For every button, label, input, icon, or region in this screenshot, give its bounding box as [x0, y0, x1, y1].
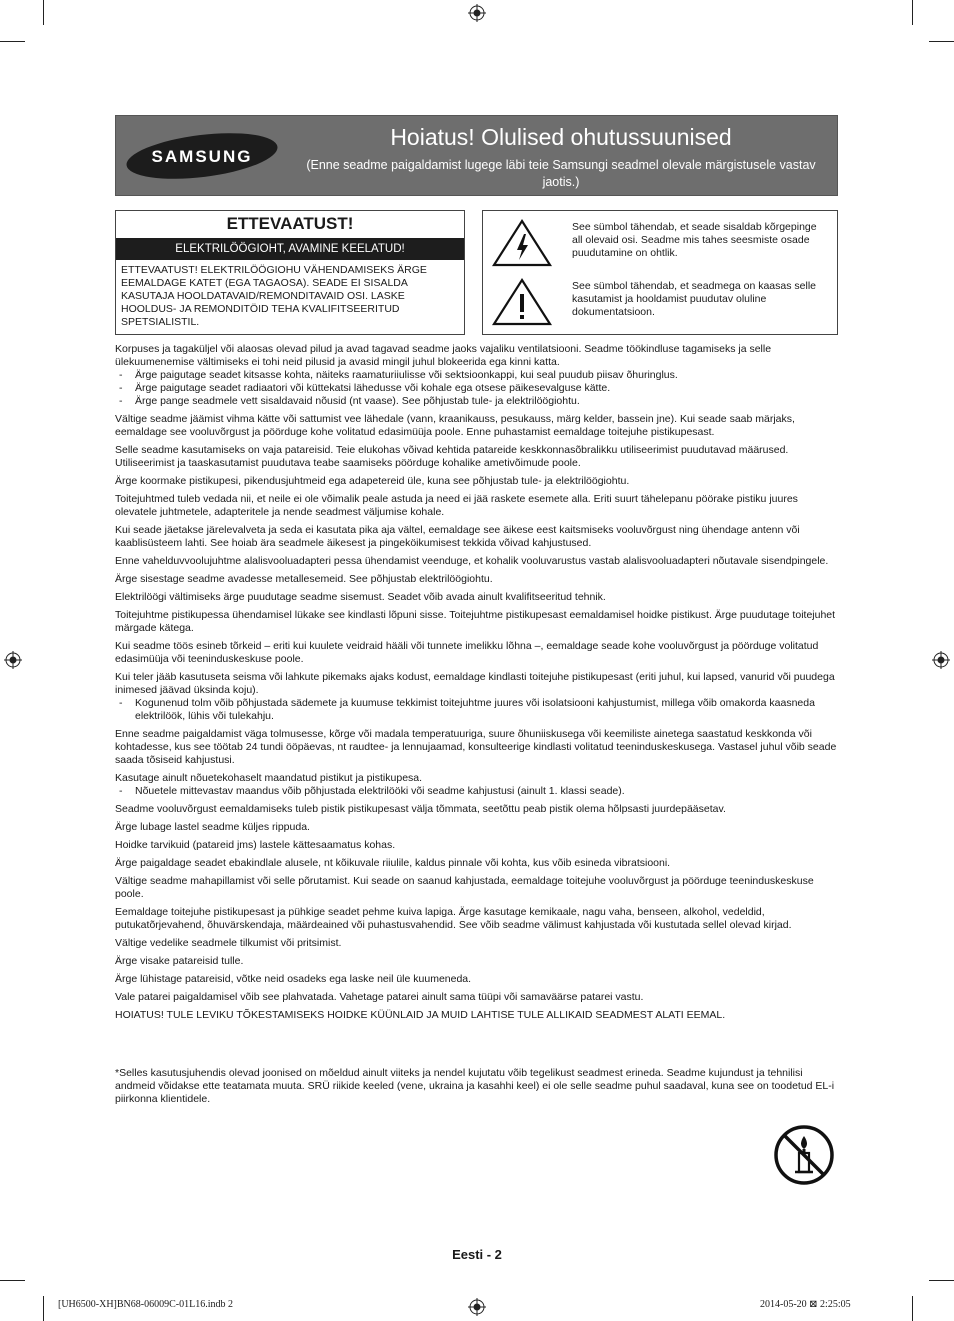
paragraph: Korpuses ja tagaküljel või alaosas olevad pilud ja avad tagavad seadme jaoks vajaliku ventilatsiooni. Seadme töökindluse tagamiseks ja selle ülekuumenemise vältimiseks ei tohi neid pilusid ja avasid mingil juhul blokeerida ega kinni katta. — [115, 343, 772, 368]
paragraph: Vältige vedelike seadmele tilkumist või pritsimist. — [115, 937, 342, 949]
safety-banner — [115, 115, 838, 196]
paragraph: Ärge koormake pistikupesi, pikendusjuhtmeid ega adapetereid üle, kuna see põhjustab tule- ja elektrilöögiohtu. — [115, 475, 630, 487]
registration-mark-icon — [932, 651, 950, 669]
registration-mark-icon — [468, 4, 486, 22]
paragraph: Ärge visake patareisid tulle. — [115, 955, 244, 967]
list-item: - Ärge paigutage seadet kitsasse kohta, näiteks raamaturiiulisse või sektsioonkappi, kui seal puudub piisav õhuringlus. — [115, 369, 839, 382]
attention-symbol-row — [483, 273, 837, 329]
crop-mark — [43, 0, 44, 25]
list-item: - Kogunenud tolm võib põhjustada sädemete ja kuumuse tekkimist toitejuhtme juures või isolatsiooni kahjustumist, millega võib omakorda kaasneda elektrilöök, lühis või tulekahju. — [115, 697, 839, 723]
caution-box — [115, 210, 465, 335]
footnote: *Selles kasutusjuhendis olevad joonised on mõeldud ainult viiteks ja nendel kujutatu võib tegelikust seadmest erineda. Seadme kujundust ja tehnilisi andmeid võidakse ette teatamata muuta. SRÜ riikide keeled (vene, ukraina ja kasahhi keel) ei ole selle seadme puhul saadaval, kuna see on toodetud EL-i piirkonna klientidele. — [115, 1067, 835, 1105]
brand-text: SAMSUNG — [151, 147, 253, 166]
paragraph: Selle seadme kasutamiseks on vaja patareisid. Teie elukohas võivad kehtida patareide keskkonnasõbralikku utiliseerimist puudutavad määrused. Utiliseerimist ja taaskasutamist puudutava teabe saamiseks pöörduge kohalike ametivõimude poole. — [115, 444, 789, 469]
paragraph: Ärge lubage lastel seadme küljes rippuda. — [115, 821, 310, 833]
voltage-symbol-text: See sümbol tähendab, et seade sisaldab kõrgepinge all olevaid osi. Seadme mis tahes seesmiste osade puudutamine on ohtlik. — [572, 221, 817, 259]
crop-mark — [43, 1296, 44, 1321]
paragraph: Eemaldage toitejuhe pistikupesast ja pühkige seadet pehme kuiva lapiga. Ärge kasutage kemikaale, nagu vaha, benseen, alkohol, vedeldid, putukatõrjevahend, õhuvärskendaja, määrdeained või puhastusvahendid. See võib seadme välimust kahjustada või kustutada sellel olevad kirjad. — [115, 906, 792, 931]
paragraph: Kui seade jäetakse järelevalveta ja seda ei kasutata pika aja vältel, eemaldage see äikese eest kaitsmiseks vooluvõrgust ning ühendage antenn või kaablisüsteem lahti. See hoiab ära seadmele äikesest ja pingeköikumisest tekkida võivad kahjustused. — [115, 524, 800, 549]
crop-mark — [929, 1280, 954, 1281]
crop-mark — [0, 1280, 25, 1281]
list-item: - Ärge pange seadmele vett sisaldavaid nõusid (nt vaase). See põhjustab tule- ja elektrilöögiohtu. — [115, 395, 839, 408]
samsung-logo — [124, 132, 280, 180]
paragraph: Ärge lühistage patareisid, võtke neid osadeks ega laske neil üle kuumeneda. — [115, 973, 472, 985]
paragraph: Toitejuhtmed tuleb vedada nii, et neile ei ole võimalik peale astuda ja need ei jää raskete esemete alla. Eriti suurt tähelepanu pöörake pistiku juures olevatele juhtmetele, adapteritele ja nende seadmest väljumise kohale. — [115, 493, 798, 518]
crop-mark — [0, 41, 25, 42]
list-item: - Nõuetele mittevastav maandus võib põhjustada elektrilööki või seadme kahjustusi (ainult 1. klassi seade). — [115, 785, 839, 798]
print-slug-file: [UH6500-XH]BN68-06009C-01L16.indb 2 — [58, 1299, 233, 1310]
paragraph: Hoidke tarvikuid (patareid jms) lastele kättesaamatus kohas. — [115, 839, 396, 851]
paragraph: HOIATUS! TULE LEVIKU TÕKESTAMISEKS HOIDKE KÜÜNLAID JA MUID LAHTISE TULE ALLIKAID SEADMEST ALATI EEMAL. — [115, 1009, 726, 1021]
paragraph: Seadme vooluvõrgust eemaldamiseks tuleb pistik pistikupesast välja tõmmata, seetõttu peab pistik olema hõlpsasti juurdepääsetav. — [115, 803, 726, 815]
caution-heading: ETTEVAATUST! — [226, 214, 354, 233]
paragraph: Toitejuhtme pistikupessa ühendamisel lükake see kindlasti lõpuni sisse. Toitejuhtme pistikupesast eemaldamisel hoidke pistikust. Ärge puudutage toitejuhet märgade kätega. — [115, 609, 836, 634]
page-subtitle: (Enne seadme paigaldamist lugege läbi teie Samsungi seadmel olevale märgistusele vastav jaotis.) — [306, 158, 816, 189]
exclamation-triangle-icon — [491, 277, 553, 327]
no-open-flame-icon — [773, 1124, 835, 1186]
crop-mark — [912, 0, 913, 25]
voltage-symbol-row — [483, 215, 837, 271]
safety-instructions — [115, 343, 839, 1027]
paragraph: Vältige seadme mahapillamist või selle põrutamist. Kui seade on saanud kahjustada, eemaldage toitejuhe vooluvõrgust ja pöörduge teeninduskeskuse poole. — [115, 875, 814, 900]
registration-mark-icon — [468, 1298, 486, 1316]
paragraph: Elektrilöögi vältimiseks ärge puudutage seadme sisemust. Seadet võib avada ainult kvalifitseeritud tehnik. — [115, 591, 606, 603]
paragraph: Enne seadme paigaldamist väga tolmusesse, kõrge või madala temperatuuriga, suure õhuniiskusega või keemiliste ainetega saastatud keskkonda või kohtadesse, kus see töötab 24 tundi ööpäevas, nt raudtee- ja lennujaamad, konsulteerige kindlasti volitatud teeninduskeskusega. Vastasel juhul võib seade saada tõsiseid kahjustusi. — [115, 728, 837, 766]
paragraph: Ärge sisestage seadme avadesse metallesemeid. See põhjustab elektrilöögiohtu. — [115, 573, 493, 585]
symbols-box — [482, 210, 838, 335]
paragraph: Kasutage ainult nõuetekohaselt maandatud pistikut ja pistikupesa. — [115, 772, 423, 784]
paragraph: Kui seadme töös esineb tõrkeid – eriti kui kuulete veidraid hääli või tunnete imelikku lõhna –, eemaldage seade kohe vooluvõrgust ja pöörduge volitatud edasimüüja või teeninduskeskuse poole. — [115, 640, 819, 665]
page-title: Hoiatus! Olulised ohutussuunised — [390, 124, 732, 150]
paragraph: Vale patarei paigaldamisel võib see plahvatada. Vahetage patarei ainult sama tüüpi või samaväärse patarei vastu. — [115, 991, 644, 1003]
paragraph: Enne vahelduvvoolujuhtme alalisvooluadapteri pessa ühendamist veenduge, et kohalik vooluvarustus vastab alalisvooluadapteri nõutavale sisendpingele. — [115, 555, 829, 567]
list-item: - Ärge paigutage seadet radiaatori või küttekatsi lähedusse või kohale ega otsese päikesevalguse kätte. — [115, 382, 839, 395]
lightning-bolt-triangle-icon — [491, 218, 553, 268]
paragraph: Kui teler jääb kasutuseta seisma või lahkute pikemaks ajaks kodust, eemaldage kindlasti toitejuhe pistikupesast (eriti juhul, kui lapsed, vanurid või puudega inimesed jäävad üksinda koju). — [115, 671, 835, 696]
paragraph: Vältige seadme jäämist vihma kätte või sattumist vee lähedale (vann, kraanikauss, pesukauss, märg kelder, bassein jne). Kui seade saab märjaks, eemaldage see vooluvõrgust ja pöörduge kohe volitatud edasimüüja poole. Enne puhastamist eemaldage toitejuhe pistikupesast. — [115, 413, 795, 438]
print-slug-date: 2014-05-20 ⊠ 2:25:05 — [760, 1299, 851, 1310]
page-number: Eesti - 2 — [452, 1247, 502, 1262]
crop-mark — [912, 1296, 913, 1321]
attention-symbol-text: See sümbol tähendab, et seadmega on kaasas selle kasutamist ja hooldamist puudutav oluline dokumentatsioon. — [572, 280, 816, 318]
caution-subheading: ELEKTRILÖÖGIOHT, AVAMINE KEELATUD! — [116, 238, 464, 260]
caution-text: ETTEVAATUST! ELEKTRILÖÖGIOHU VÄHENDAMISEKS ÄRGE EEMALDAGE KATET (EGA TAGAOSA). SEADE EI SISALDA KASUTAJA HOOLDATAVAID/REMONDITAVAID OSI. LASKE HOOLDUS- JA REMONDITÖID TEHA KVALIFITSEERITUD SPETSIALISTIL. — [121, 264, 427, 328]
paragraph: Ärge paigaldage seadet ebakindlale alusele, nt kõikuvale riiulile, kaldus pinnale või kohta, kus võib esineda vibratsiooni. — [115, 857, 671, 869]
registration-mark-icon — [4, 651, 22, 669]
crop-mark — [929, 41, 954, 42]
